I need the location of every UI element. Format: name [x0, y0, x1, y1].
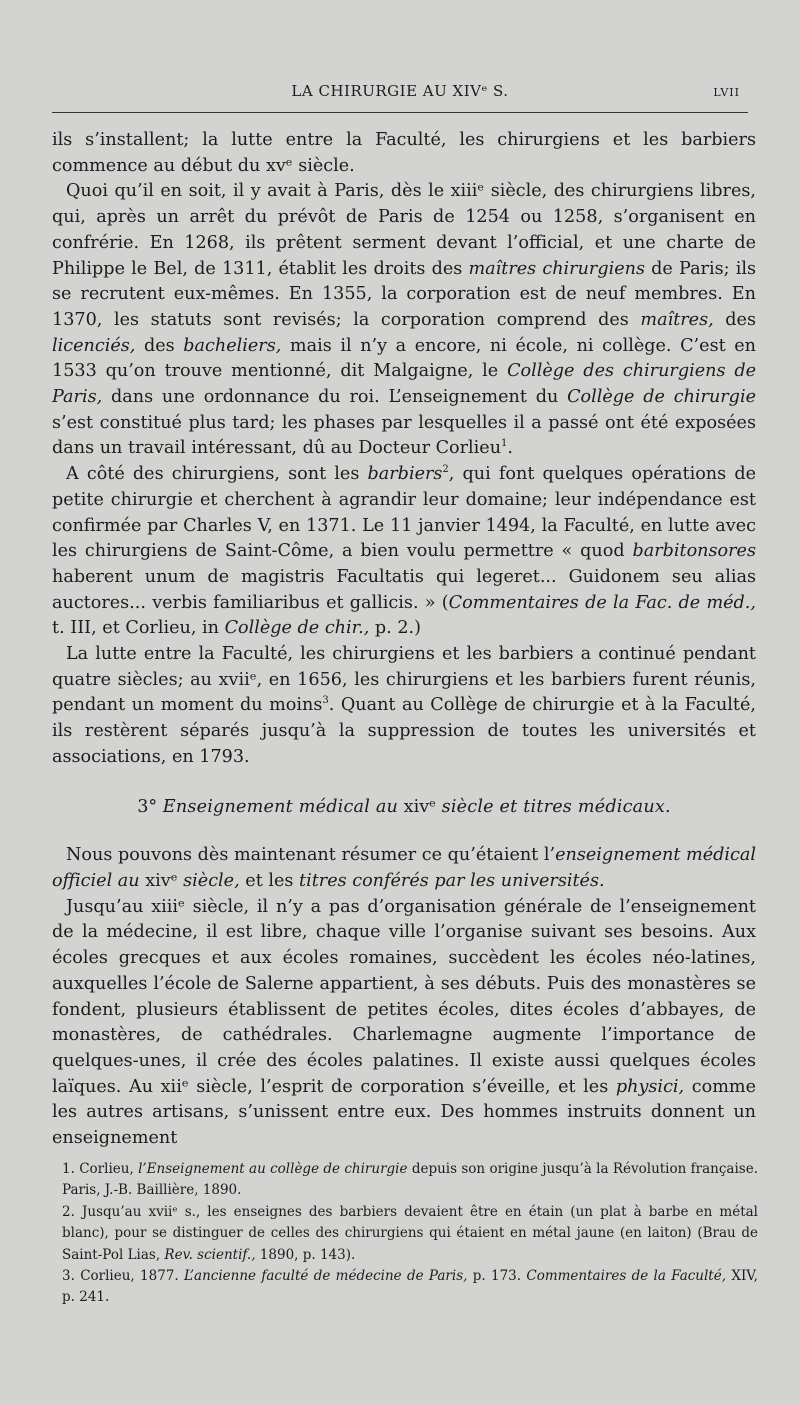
paragraph-3: A côté des chirurgiens, sont les barbiers$^2$, qui font quelques opérations de petite chirurgie et cherchent à agrandir leur domaine; leur indépendance est confirmée par Charles V, en 1371. Le 11 janvier 1494, la Faculté, en lutte avec les chirurgiens de Saint-Côme, a bien voulu permettre « quod barbitonsores haberent unum de magistris Facultatis qui legeret... Guidonem seu alias auctores... verbis familiaribus et gallicis. » (Commentaires de la Fac. de méd., t. III, et Corlieu, in Collège de chir., p. 2.) — [52, 464, 756, 639]
footnote-3: 3. Corlieu, 1877. L’ancienne faculté de médecine de Paris, p. 173. Commentaires de la Faculté, XIV, p. 241. — [62, 1268, 758, 1306]
running-head: LA CHIRURGIE AU XIVᵉ S. — [291, 82, 509, 100]
footnote-2: 2. Jusqu’au xviiᵉ s., les enseignes des barbiers devaient être en étain (un plat à barbe en métal blanc), pour se distinguer de celles des chirurgiens qui étaient en métal jaune (en laiton) (Brau de Saint-Pol Lias, Rev. scientif., 1890, p. 143). — [62, 1203, 758, 1263]
page-number: LVII — [713, 86, 740, 99]
paragraph-1: ils s’installent; la lutte entre la Faculté, les chirurgiens et les barbiers commence au début du xvᵉ siècle. — [52, 130, 756, 176]
paragraph-6: Jusqu’au xiiiᵉ siècle, il n’y a pas d’organisation générale de l’enseignement de la médecine, il est libre, chaque ville l’organise suivant ses besoins. Aux écoles grecques et aux écoles romaines, succèdent les écoles néo-latines, auxquelles l’école de Salerne appartient, à ses débuts. Puis des monastères se fondent, plusieurs établissent de petites écoles, dites écoles d’abbayes, de monastères, de cathédrales. Charlemagne augmente l’importance de quelques-unes, il crée des écoles palatines. Il existe aussi quelques écoles laïques. Au xiiᵉ siècle, l’esprit de corporation s’éveille, et les physici, comme les autres artisans, s’unissent entre eux. Des hommes instruits donnent un enseignement — [52, 896, 756, 1149]
footnote-ref-1: 1 — [501, 438, 508, 450]
footnote-ref-3: 3 — [322, 695, 329, 707]
main-text — [52, 128, 756, 1152]
footnote-ref-2: 2 — [442, 464, 449, 476]
footnotes — [62, 1159, 758, 1309]
paragraph-2: Quoi qu’il en soit, il y avait à Paris, dès le xiiiᵉ siècle, des chirurgiens libres, qui, après un arrêt du prévôt de Paris de 1254 ou 1258, s’organisent en confrérie. En 1268, ils prêtent serment devant l’official, et une charte de Philippe le Bel, de 1311, établit les droits des maîtres chirurgiens de Paris; ils se recrutent eux-mêmes. En 1355, la corporation est de neuf membres. En 1370, les statuts sont revisés; la corporation comprend des maîtres, des licenciés, des bacheliers, mais il n’y a encore, ni école, ni collège. C’est en 1533 qu’on trouve mentionné, dit Malgaigne, le Collège des chirurgiens de Paris, dans une ordonnance du roi. L’enseignement du Collège de chirurgie s’est constitué plus tard; les phases par lesquelles il a passé ont été exposées dans un travail intéressant, dû au Docteur Corlieu$^1$. — [52, 181, 757, 459]
paragraph-5: Nous pouvons dès maintenant résumer ce qu’étaient l’enseignement médical officiel au xivᵉ siècle, et les titres conférés par les universités. — [52, 845, 756, 891]
paragraph-4: La lutte entre la Faculté, les chirurgiens et les barbiers a continué pendant quatre siècles; au xviiᵉ, en 1656, les chirurgiens et les barbiers furent réunis, pendant un moment du moins$^3$. Quant au Collège de chirurgie et à la Faculté, ils restèrent séparés jusqu’à la suppression de toutes les universités et associations, en 1793. — [52, 644, 756, 767]
page-header — [52, 82, 748, 113]
footnote-1: 1. Corlieu, l’Enseignement au collège de chirurgie depuis son origine jusqu’à la Révolution française. Paris, J.-B. Baillière, 1890. — [62, 1161, 758, 1199]
section-heading: 3° Enseignement médical au xivᵉ siècle et titres médicaux. — [137, 796, 671, 817]
